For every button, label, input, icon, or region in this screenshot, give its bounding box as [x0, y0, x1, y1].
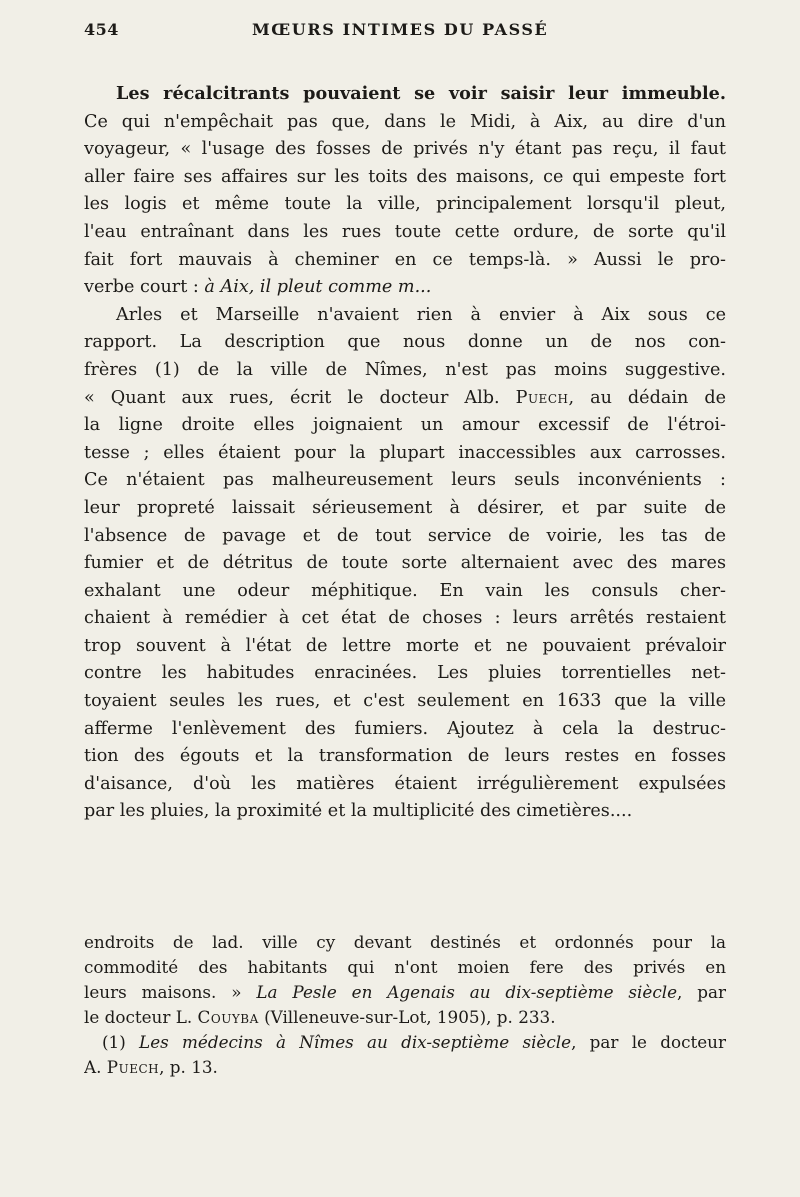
text-line	[84, 274, 726, 302]
author-name: Puech	[515, 387, 569, 408]
proverb-intro: verbe court :	[84, 277, 205, 298]
book-title: Les médecins à Nîmes au dix-septième siècle	[139, 1032, 572, 1052]
footnote-line	[84, 1005, 726, 1030]
footnote-line: commodité des habitants qui n'ont moien fere des privés en	[84, 957, 726, 977]
text-line: leur propreté laissait sérieusement à désirer, et par suite de	[84, 497, 726, 518]
footnote-text: , par	[677, 982, 726, 1002]
book-title: La Pesle en Agenais au dix-septième siècle	[256, 982, 678, 1002]
quote-start: « Quant aux rues, écrit le docteur Alb.	[84, 387, 516, 408]
footnote-text: , p. 13.	[159, 1057, 218, 1077]
footnote-text: , par le docteur	[571, 1032, 726, 1052]
text-line: Ce n'étaient pas malheureusement leurs seuls inconvénients :	[84, 470, 726, 491]
text-line: l'eau entraînant dans les rues toute cette ordure, de sorte qu'il	[84, 221, 726, 242]
text-line: toyaient seules les rues, et c'est seulement en 1633 que la ville	[84, 691, 726, 712]
text-line	[84, 80, 726, 109]
footnote-text: (Villeneuve-sur-Lot, 1905), p. 233.	[258, 1007, 556, 1027]
text-line: voyageur, « l'usage des fosses de privés n'y étant pas reçu, il faut	[84, 139, 726, 160]
text-line: frères (1) de la ville de Nîmes, n'est pas moins suggestive.	[84, 359, 726, 380]
main-text	[84, 80, 726, 826]
footnote-line	[84, 980, 726, 1005]
footnotes	[84, 930, 726, 1080]
author-name: Couyba	[197, 1007, 259, 1027]
text-line: Ce qui n'empêchait pas que, dans le Midi, à Aix, au dire d'un	[84, 111, 726, 132]
footnote-marker: (1)	[102, 1032, 140, 1052]
text-line: tesse ; elles étaient pour la plupart inaccessibles aux carrosses.	[84, 442, 726, 463]
text-line: contre les habitudes enracinées. Les pluies torrentielles net-	[84, 663, 726, 684]
running-title: MŒURS INTIMES DU PASSÉ	[252, 20, 549, 39]
text-line: d'aisance, d'où les matières étaient irrégulièrement expulsées	[84, 773, 726, 794]
opening-sentence: Les récalcitrants pouvaient se voir saisir leur immeuble.	[116, 83, 726, 104]
author-name: Puech	[106, 1057, 160, 1077]
quote-continue: , au dédain de	[568, 387, 726, 408]
text-line: fumier et de détritus de toute sorte alternaient avec des mares	[84, 553, 726, 574]
text-line: aller faire ses affaires sur les toits des maisons, ce qui empeste fort	[84, 166, 726, 187]
footnote-line	[84, 1055, 726, 1080]
footnote-line: endroits de lad. ville cy devant destinés et ordonnés pour la	[84, 932, 726, 952]
text-line: rapport. La description que nous donne un de nos con-	[84, 332, 726, 353]
text-line	[84, 385, 726, 413]
text-line: afferme l'enlèvement des fumiers. Ajoutez à cela la destruc-	[84, 718, 726, 739]
text-line: les logis et même toute la ville, principalement lorsqu'il pleut,	[84, 194, 726, 215]
footnote-text: leurs maisons. »	[84, 982, 257, 1002]
text-line: tion des égouts et la transformation de leurs restes en fosses	[84, 746, 726, 767]
page-number: 454	[84, 20, 119, 39]
footnote-line	[84, 1030, 726, 1055]
text-line: l'absence de pavage et de tout service de voirie, les tas de	[84, 525, 726, 546]
proverb: à Aix, il pleut comme m...	[204, 277, 432, 298]
running-head	[84, 16, 726, 44]
text-line: chaient à remédier à cet état de choses : leurs arrêtés restaient	[84, 608, 726, 629]
text-line: Arles et Marseille n'avaient rien à envier à Aix sous ce	[116, 304, 726, 325]
text-line: exhalant une odeur méphitique. En vain les consuls cher-	[84, 580, 726, 601]
text-line: par les pluies, la proximité et la multiplicité des cimetières....	[84, 801, 633, 822]
text-line: trop souvent à l'état de lettre morte et ne pouvaient prévaloir	[84, 635, 726, 656]
footnote-text: A.	[84, 1057, 107, 1077]
text-line: fait fort mauvais à cheminer en ce temps-là. » Aussi le pro-	[84, 249, 726, 270]
text-line: la ligne droite elles joignaient un amour excessif de l'étroi-	[84, 415, 726, 436]
footnote-text: le docteur L.	[84, 1007, 198, 1027]
